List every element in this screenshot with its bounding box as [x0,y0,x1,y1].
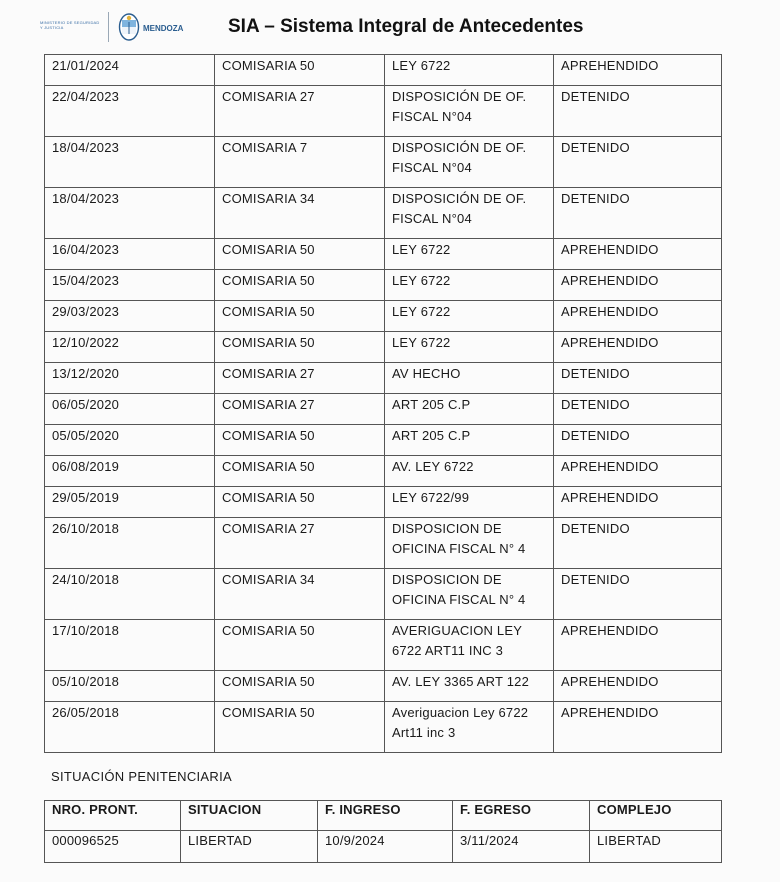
table-row [45,569,722,620]
table-cell-estado: DETENIDO [554,137,722,188]
table-row [45,301,722,332]
table-cell-dependencia: COMISARIA 50 [215,301,385,332]
table-cell-fecha: 18/04/2023 [45,188,215,239]
table-cell-fecha: 21/01/2024 [45,55,215,86]
table-cell-fecha: 24/10/2018 [45,569,215,620]
table-cell-causa: DISPOSICIÓN DE OF. FISCAL N°04 [385,137,554,188]
table-cell-fecha: 22/04/2023 [45,86,215,137]
table-cell-dependencia: COMISARIA 50 [215,456,385,487]
table-row [45,332,722,363]
table-row [45,456,722,487]
table-row [45,425,722,456]
table-cell-fecha: 05/10/2018 [45,671,215,702]
table-cell-estado: DETENIDO [554,425,722,456]
table-cell: 3/11/2024 [453,831,590,863]
table-cell-fecha: 18/04/2023 [45,137,215,188]
penitentiary-table [44,800,722,863]
table-cell-causa: DISPOSICION DE OFICINA FISCAL N° 4 [385,518,554,569]
table-cell-estado: DETENIDO [554,394,722,425]
table-cell-dependencia: COMISARIA 50 [215,332,385,363]
table-cell-dependencia: COMISARIA 50 [215,702,385,753]
table-cell-estado: APREHENDIDO [554,301,722,332]
table-cell-estado: APREHENDIDO [554,239,722,270]
table-cell-fecha: 05/05/2020 [45,425,215,456]
table-cell-fecha: 26/10/2018 [45,518,215,569]
table-cell-dependencia: COMISARIA 27 [215,363,385,394]
table-cell-fecha: 26/05/2018 [45,702,215,753]
table-cell-causa: AVERIGUACION LEY 6722 ART11 INC 3 [385,620,554,671]
table-cell-causa: ART 205 C.P [385,425,554,456]
table-cell-causa: LEY 6722/99 [385,487,554,518]
table-row [45,702,722,753]
table-cell-dependencia: COMISARIA 7 [215,137,385,188]
table-cell-fecha: 12/10/2022 [45,332,215,363]
table-row [45,487,722,518]
table-cell-causa: DISPOSICIÓN DE OF. FISCAL N°04 [385,188,554,239]
table-cell-causa: AV HECHO [385,363,554,394]
table-cell-dependencia: COMISARIA 50 [215,55,385,86]
table-cell-causa: LEY 6722 [385,332,554,363]
table-cell-dependencia: COMISARIA 50 [215,487,385,518]
table-cell-dependencia: COMISARIA 50 [215,239,385,270]
table-cell-estado: DETENIDO [554,188,722,239]
table-row [45,518,722,569]
table-cell-dependencia: COMISARIA 34 [215,569,385,620]
table-row [45,671,722,702]
page-header [0,0,780,54]
table-row [45,270,722,301]
table-row [45,394,722,425]
header-cell: COMPLEJO [590,801,722,831]
table-cell-dependencia: COMISARIA 34 [215,188,385,239]
table-row [45,55,722,86]
table-cell-estado: APREHENDIDO [554,270,722,301]
table-cell-estado: APREHENDIDO [554,702,722,753]
table-cell-causa: LEY 6722 [385,301,554,332]
records-table [44,54,722,753]
table-cell-causa: AV. LEY 3365 ART 122 [385,671,554,702]
mendoza-crest-icon [118,12,140,42]
table-cell-estado: APREHENDIDO [554,671,722,702]
section-title: SITUACIÓN PENITENCIARIA [51,769,232,784]
header-cell: F. INGRESO [318,801,453,831]
table-cell-estado: APREHENDIDO [554,55,722,86]
table-row [45,137,722,188]
table-cell-estado: APREHENDIDO [554,487,722,518]
table-cell-dependencia: COMISARIA 50 [215,270,385,301]
table-cell-causa: LEY 6722 [385,270,554,301]
table-cell-causa: AV. LEY 6722 [385,456,554,487]
table-cell-fecha: 06/08/2019 [45,456,215,487]
table-cell-estado: APREHENDIDO [554,332,722,363]
table-cell-fecha: 06/05/2020 [45,394,215,425]
logo-divider [108,12,109,42]
ministry-logo: MINISTERIO DE SEGURIDAD Y JUSTICIA [40,20,100,30]
table-row [45,86,722,137]
table-row [45,620,722,671]
table-cell-estado: DETENIDO [554,569,722,620]
header-cell: NRO. PRONT. [45,801,181,831]
penitentiary-row [45,831,722,863]
table-cell-estado: DETENIDO [554,363,722,394]
table-cell-causa: DISPOSICIÓN DE OF. FISCAL N°04 [385,86,554,137]
table-cell-fecha: 15/04/2023 [45,270,215,301]
table-cell: 000096525 [45,831,181,863]
table-cell-estado: APREHENDIDO [554,620,722,671]
header-cell: SITUACION [181,801,318,831]
table-cell-fecha: 17/10/2018 [45,620,215,671]
table-cell-causa: LEY 6722 [385,239,554,270]
header-cell: F. EGRESO [453,801,590,831]
table-cell-fecha: 16/04/2023 [45,239,215,270]
table-cell-estado: APREHENDIDO [554,456,722,487]
table-cell-dependencia: COMISARIA 50 [215,671,385,702]
table-cell: 10/9/2024 [318,831,453,863]
penitentiary-header-row [45,801,722,831]
page-title: SIA – Sistema Integral de Antecedentes [228,16,584,37]
table-cell-dependencia: COMISARIA 50 [215,620,385,671]
table-cell-causa: LEY 6722 [385,55,554,86]
table-cell-fecha: 29/05/2019 [45,487,215,518]
table-row [45,363,722,394]
table-cell-fecha: 13/12/2020 [45,363,215,394]
table-cell: LIBERTAD [181,831,318,863]
table-cell-dependencia: COMISARIA 27 [215,394,385,425]
table-cell-causa: Averiguacion Ley 6722 Art11 inc 3 [385,702,554,753]
table-cell-causa: DISPOSICION DE OFICINA FISCAL N° 4 [385,569,554,620]
table-cell-causa: ART 205 C.P [385,394,554,425]
table-row [45,239,722,270]
table-cell-dependencia: COMISARIA 50 [215,425,385,456]
table-cell-estado: DETENIDO [554,518,722,569]
table-cell-dependencia: COMISARIA 27 [215,86,385,137]
mendoza-wordmark: MENDOZA [143,24,184,33]
table-row [45,188,722,239]
table-cell-fecha: 29/03/2023 [45,301,215,332]
table-cell: LIBERTAD [590,831,722,863]
table-cell-estado: DETENIDO [554,86,722,137]
table-cell-dependencia: COMISARIA 27 [215,518,385,569]
